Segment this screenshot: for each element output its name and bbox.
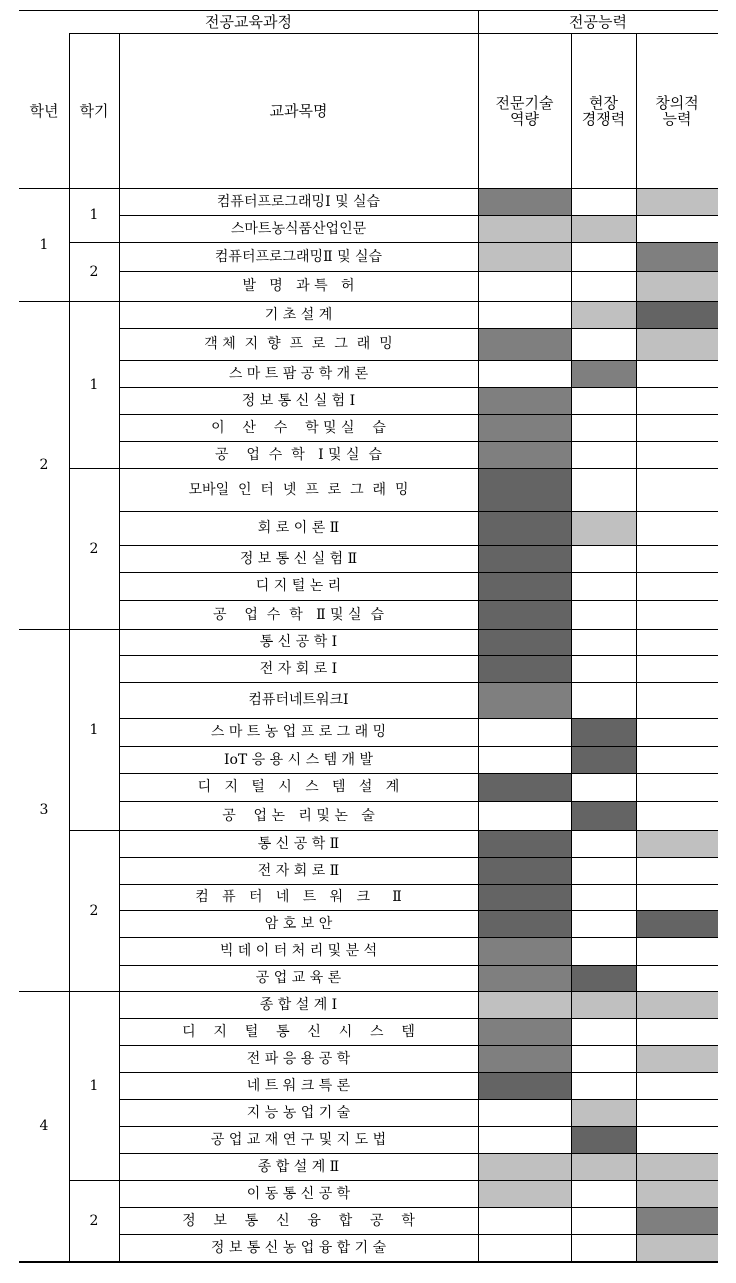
row-divider xyxy=(119,857,718,858)
ability-cell-3 xyxy=(636,1018,718,1045)
ability-cell-2 xyxy=(571,991,636,1018)
year-label: 3 xyxy=(39,802,49,818)
col-divider xyxy=(119,33,120,1261)
ability-cell-1 xyxy=(478,468,571,511)
ability-cell-3 xyxy=(636,801,718,830)
row-divider xyxy=(119,441,718,442)
ability-cell-2 xyxy=(571,188,636,215)
row-divider xyxy=(119,1180,718,1181)
course-name: 전 자 회 로 Ⅱ xyxy=(257,862,340,879)
row-divider xyxy=(119,600,718,601)
ability-cell-2 xyxy=(571,801,636,830)
ability-cell-2 xyxy=(571,937,636,965)
semester-label: 2 xyxy=(89,263,99,280)
header-creative-ability: 창의적 능력 xyxy=(655,93,699,128)
ability-cell-1 xyxy=(478,1180,571,1207)
header-semester: 학기 xyxy=(79,101,109,120)
ability-cell-1 xyxy=(478,1072,571,1099)
row-divider xyxy=(119,468,718,469)
row-divider xyxy=(119,884,718,885)
ability-cell-2 xyxy=(571,965,636,991)
course-name: 종 합 설 계 Ⅰ xyxy=(259,996,338,1013)
ability-cell-2 xyxy=(571,215,636,242)
ability-cell-2 xyxy=(571,387,636,414)
row-divider xyxy=(119,655,718,656)
ability-cell-1 xyxy=(478,655,571,682)
ability-cell-1 xyxy=(478,360,571,387)
header-divider xyxy=(69,33,718,34)
ability-cell-1 xyxy=(478,773,571,801)
course-name: 네 트 워 크 특 론 xyxy=(246,1077,351,1094)
row-divider xyxy=(119,572,718,573)
row-divider xyxy=(119,746,718,747)
course-name: 빅 데 이 터 처 리 및 분 석 xyxy=(219,943,378,959)
row-divider xyxy=(119,629,718,630)
row-divider xyxy=(119,1045,718,1046)
ability-cell-2 xyxy=(571,718,636,746)
row-divider xyxy=(119,271,718,272)
ability-cell-2 xyxy=(571,1045,636,1072)
row-divider xyxy=(119,414,718,415)
course-name: 종 합 설 계 Ⅱ xyxy=(257,1158,340,1175)
ability-cell-2 xyxy=(571,746,636,773)
ability-cell-1 xyxy=(478,1045,571,1072)
course-name: 회 로 이 론 Ⅱ xyxy=(257,520,340,536)
ability-cell-1 xyxy=(478,545,571,572)
year-label: 1 xyxy=(39,236,49,253)
course-name: 이 동 통 신 공 학 xyxy=(246,1185,351,1202)
row-divider xyxy=(119,937,718,938)
ability-cell-1 xyxy=(478,801,571,830)
ability-cell-3 xyxy=(636,910,718,937)
course-name: 암 호 보 안 xyxy=(264,915,333,932)
row-divider xyxy=(119,1234,718,1235)
semester-label: 1 xyxy=(89,376,99,393)
ability-cell-2 xyxy=(571,857,636,884)
ability-cell-1 xyxy=(478,991,571,1018)
course-name: 스 마 트 농 업 프 로 그 래 밍 xyxy=(210,724,387,740)
row-divider xyxy=(119,1072,718,1073)
semester-label: 1 xyxy=(89,721,99,738)
col-divider xyxy=(571,33,572,1261)
ability-cell-3 xyxy=(636,965,718,991)
ability-cell-2 xyxy=(571,830,636,857)
ability-cell-3 xyxy=(636,511,718,545)
semester-label: 1 xyxy=(89,207,99,223)
ability-cell-3 xyxy=(636,1234,718,1261)
header-major-curriculum: 전공교육과정 xyxy=(205,12,292,31)
ability-cell-3 xyxy=(636,1153,718,1180)
semester-divider xyxy=(69,1180,119,1181)
course-name: 객 체 지 향 프 로 그 래 밍 xyxy=(204,336,393,352)
ability-cell-1 xyxy=(478,830,571,857)
ability-cell-2 xyxy=(571,600,636,629)
course-name: 공 업 수 학 Ⅰ 및 실 습 xyxy=(215,446,382,463)
ability-cell-3 xyxy=(636,301,718,328)
ability-cell-3 xyxy=(636,468,718,511)
row-divider xyxy=(119,991,718,992)
ability-cell-1 xyxy=(478,511,571,545)
ability-cell-1 xyxy=(478,414,571,441)
ability-cell-3 xyxy=(636,830,718,857)
header-field-competitiveness: 현장 경쟁력 xyxy=(581,93,626,128)
ability-cell-2 xyxy=(571,271,636,301)
ability-cell-3 xyxy=(636,545,718,572)
year-label: 4 xyxy=(39,1118,49,1134)
ability-cell-1 xyxy=(478,1018,571,1045)
ability-cell-1 xyxy=(478,572,571,600)
semester-divider xyxy=(69,242,119,243)
semester-label: 2 xyxy=(89,902,99,919)
ability-cell-2 xyxy=(571,1234,636,1261)
course-name: 스마트농식품산업인문 xyxy=(230,220,367,237)
ability-cell-3 xyxy=(636,572,718,600)
ability-cell-2 xyxy=(571,511,636,545)
ability-cell-2 xyxy=(571,682,636,718)
col-divider xyxy=(636,33,637,1261)
row-divider xyxy=(119,1207,718,1208)
row-divider xyxy=(119,360,718,361)
ability-cell-1 xyxy=(478,271,571,301)
ability-cell-2 xyxy=(571,301,636,328)
course-name: 디 지 털 통 신 시 스 템 xyxy=(182,1023,415,1040)
ability-cell-3 xyxy=(636,937,718,965)
ability-cell-2 xyxy=(571,468,636,511)
row-divider xyxy=(119,215,718,216)
row-divider xyxy=(119,1153,718,1154)
ability-cell-1 xyxy=(478,1099,571,1126)
ability-cell-3 xyxy=(636,1126,718,1153)
ability-cell-3 xyxy=(636,629,718,655)
course-name: 지 능 농 업 기 술 xyxy=(246,1104,351,1121)
header-bottom-border xyxy=(19,188,718,189)
ability-cell-1 xyxy=(478,937,571,965)
ability-cell-2 xyxy=(571,414,636,441)
row-divider xyxy=(119,545,718,546)
ability-cell-3 xyxy=(636,360,718,387)
ability-cell-1 xyxy=(478,1234,571,1261)
ability-cell-3 xyxy=(636,188,718,215)
ability-cell-2 xyxy=(571,1180,636,1207)
course-name: 디 지 털 논 리 xyxy=(255,578,342,594)
ability-cell-3 xyxy=(636,600,718,629)
ability-cell-1 xyxy=(478,1153,571,1180)
col-divider xyxy=(478,10,479,1261)
ability-cell-2 xyxy=(571,629,636,655)
ability-cell-2 xyxy=(571,1153,636,1180)
ability-cell-1 xyxy=(478,441,571,468)
ability-cell-2 xyxy=(571,1099,636,1126)
ability-cell-3 xyxy=(636,857,718,884)
course-name: 컴 퓨 터 네 트 워 크 Ⅱ xyxy=(195,889,402,905)
semester-label: 1 xyxy=(89,1077,99,1094)
row-divider xyxy=(119,242,718,243)
ability-cell-1 xyxy=(478,910,571,937)
table-bottom-border xyxy=(19,1261,718,1263)
col-divider xyxy=(69,33,70,1261)
course-name: 정 보 통 신 실 험 Ⅱ xyxy=(239,550,358,567)
ability-cell-1 xyxy=(478,857,571,884)
course-name: 공 업 교 재 연 구 및 지 도 법 xyxy=(210,1131,387,1148)
course-name: 발 명 과 특 허 xyxy=(242,278,355,294)
ability-cell-2 xyxy=(571,773,636,801)
ability-cell-2 xyxy=(571,1126,636,1153)
ability-cell-1 xyxy=(478,746,571,773)
ability-cell-2 xyxy=(571,884,636,910)
ability-cell-3 xyxy=(636,718,718,746)
row-divider xyxy=(119,682,718,683)
row-divider xyxy=(119,387,718,388)
course-name: 통 신 공 학 Ⅱ xyxy=(257,835,340,852)
course-name: 공 업 수 학 Ⅱ 및 실 습 xyxy=(213,606,384,623)
ability-cell-3 xyxy=(636,991,718,1018)
ability-cell-3 xyxy=(636,682,718,718)
ability-cell-2 xyxy=(571,441,636,468)
ability-cell-3 xyxy=(636,328,718,360)
ability-cell-3 xyxy=(636,1045,718,1072)
header-course-name: 교과목명 xyxy=(269,101,328,120)
header-technical-competency: 전문기술 역량 xyxy=(495,93,554,128)
ability-cell-1 xyxy=(478,387,571,414)
table-top-border xyxy=(19,10,718,11)
ability-cell-1 xyxy=(478,188,571,215)
ability-cell-1 xyxy=(478,1126,571,1153)
ability-cell-3 xyxy=(636,215,718,242)
ability-cell-3 xyxy=(636,242,718,271)
row-divider xyxy=(119,773,718,774)
row-divider xyxy=(119,301,718,302)
row-divider xyxy=(119,511,718,512)
ability-cell-3 xyxy=(636,414,718,441)
course-name: 공 업 교 육 론 xyxy=(255,970,342,986)
ability-cell-1 xyxy=(478,242,571,271)
ability-cell-2 xyxy=(571,1018,636,1045)
course-name: IoT 응 용 시 스 템 개 발 xyxy=(223,751,374,768)
course-name: 컴퓨터프로그래밍Ⅰ 및 실습 xyxy=(216,193,381,210)
ability-cell-3 xyxy=(636,1180,718,1207)
ability-cell-2 xyxy=(571,1072,636,1099)
course-name: 컴퓨터프로그래밍Ⅱ 및 실습 xyxy=(214,248,383,265)
ability-cell-2 xyxy=(571,328,636,360)
course-name: 기 초 설 계 xyxy=(264,306,333,323)
course-name: 모바일 인 터 넷 프 로 그 래 밍 xyxy=(188,481,409,498)
ability-cell-1 xyxy=(478,965,571,991)
ability-cell-3 xyxy=(636,1099,718,1126)
course-name: 전 자 회 로 Ⅰ xyxy=(259,660,338,677)
ability-cell-1 xyxy=(478,328,571,360)
course-name: 정 보 통 신 실 험 Ⅰ xyxy=(241,392,356,409)
row-divider xyxy=(119,910,718,911)
ability-cell-2 xyxy=(571,655,636,682)
ability-cell-1 xyxy=(478,301,571,328)
course-name: 공 업 논 리 및 논 술 xyxy=(222,807,375,824)
ability-cell-2 xyxy=(571,360,636,387)
ability-cell-2 xyxy=(571,572,636,600)
header-year: 학년 xyxy=(29,101,59,120)
ability-cell-3 xyxy=(636,441,718,468)
year-label: 2 xyxy=(39,457,49,473)
ability-cell-3 xyxy=(636,271,718,301)
ability-cell-1 xyxy=(478,629,571,655)
course-name: 정 보 통 신 융 합 공 학 xyxy=(182,1212,415,1229)
ability-cell-3 xyxy=(636,1072,718,1099)
ability-cell-1 xyxy=(478,884,571,910)
course-name: 디 지 털 시 스 템 설 계 xyxy=(197,779,400,795)
semester-label: 2 xyxy=(89,540,99,557)
row-divider xyxy=(119,718,718,719)
semester-label: 2 xyxy=(89,1212,99,1229)
row-divider xyxy=(119,830,718,831)
ability-cell-3 xyxy=(636,884,718,910)
course-name: 전 파 응 용 공 학 xyxy=(246,1050,351,1067)
course-name: 컴퓨터네트워크Ⅰ xyxy=(248,692,349,708)
row-divider xyxy=(119,801,718,802)
course-name: 통 신 공 학 Ⅰ xyxy=(259,634,338,650)
semester-divider xyxy=(69,468,119,469)
row-divider xyxy=(119,1099,718,1100)
ability-cell-1 xyxy=(478,682,571,718)
ability-cell-3 xyxy=(636,387,718,414)
ability-cell-1 xyxy=(478,1207,571,1234)
ability-cell-3 xyxy=(636,1207,718,1234)
course-name: 이 산 수 학 및 실 습 xyxy=(211,419,386,436)
row-divider xyxy=(119,1126,718,1127)
semester-divider xyxy=(69,830,119,831)
ability-cell-2 xyxy=(571,242,636,271)
course-name: 스 마 트 팜 공 학 개 론 xyxy=(228,365,369,382)
ability-cell-2 xyxy=(571,1207,636,1234)
row-divider xyxy=(119,1018,718,1019)
ability-cell-1 xyxy=(478,215,571,242)
header-major-ability: 전공능력 xyxy=(569,12,627,31)
row-divider xyxy=(119,328,718,329)
row-divider xyxy=(119,965,718,966)
ability-cell-1 xyxy=(478,600,571,629)
ability-cell-2 xyxy=(571,910,636,937)
ability-cell-2 xyxy=(571,545,636,572)
ability-cell-3 xyxy=(636,773,718,801)
ability-cell-3 xyxy=(636,655,718,682)
ability-cell-1 xyxy=(478,718,571,746)
course-name: 정 보 통 신 농 업 융 합 기 술 xyxy=(210,1239,387,1256)
ability-cell-3 xyxy=(636,746,718,773)
